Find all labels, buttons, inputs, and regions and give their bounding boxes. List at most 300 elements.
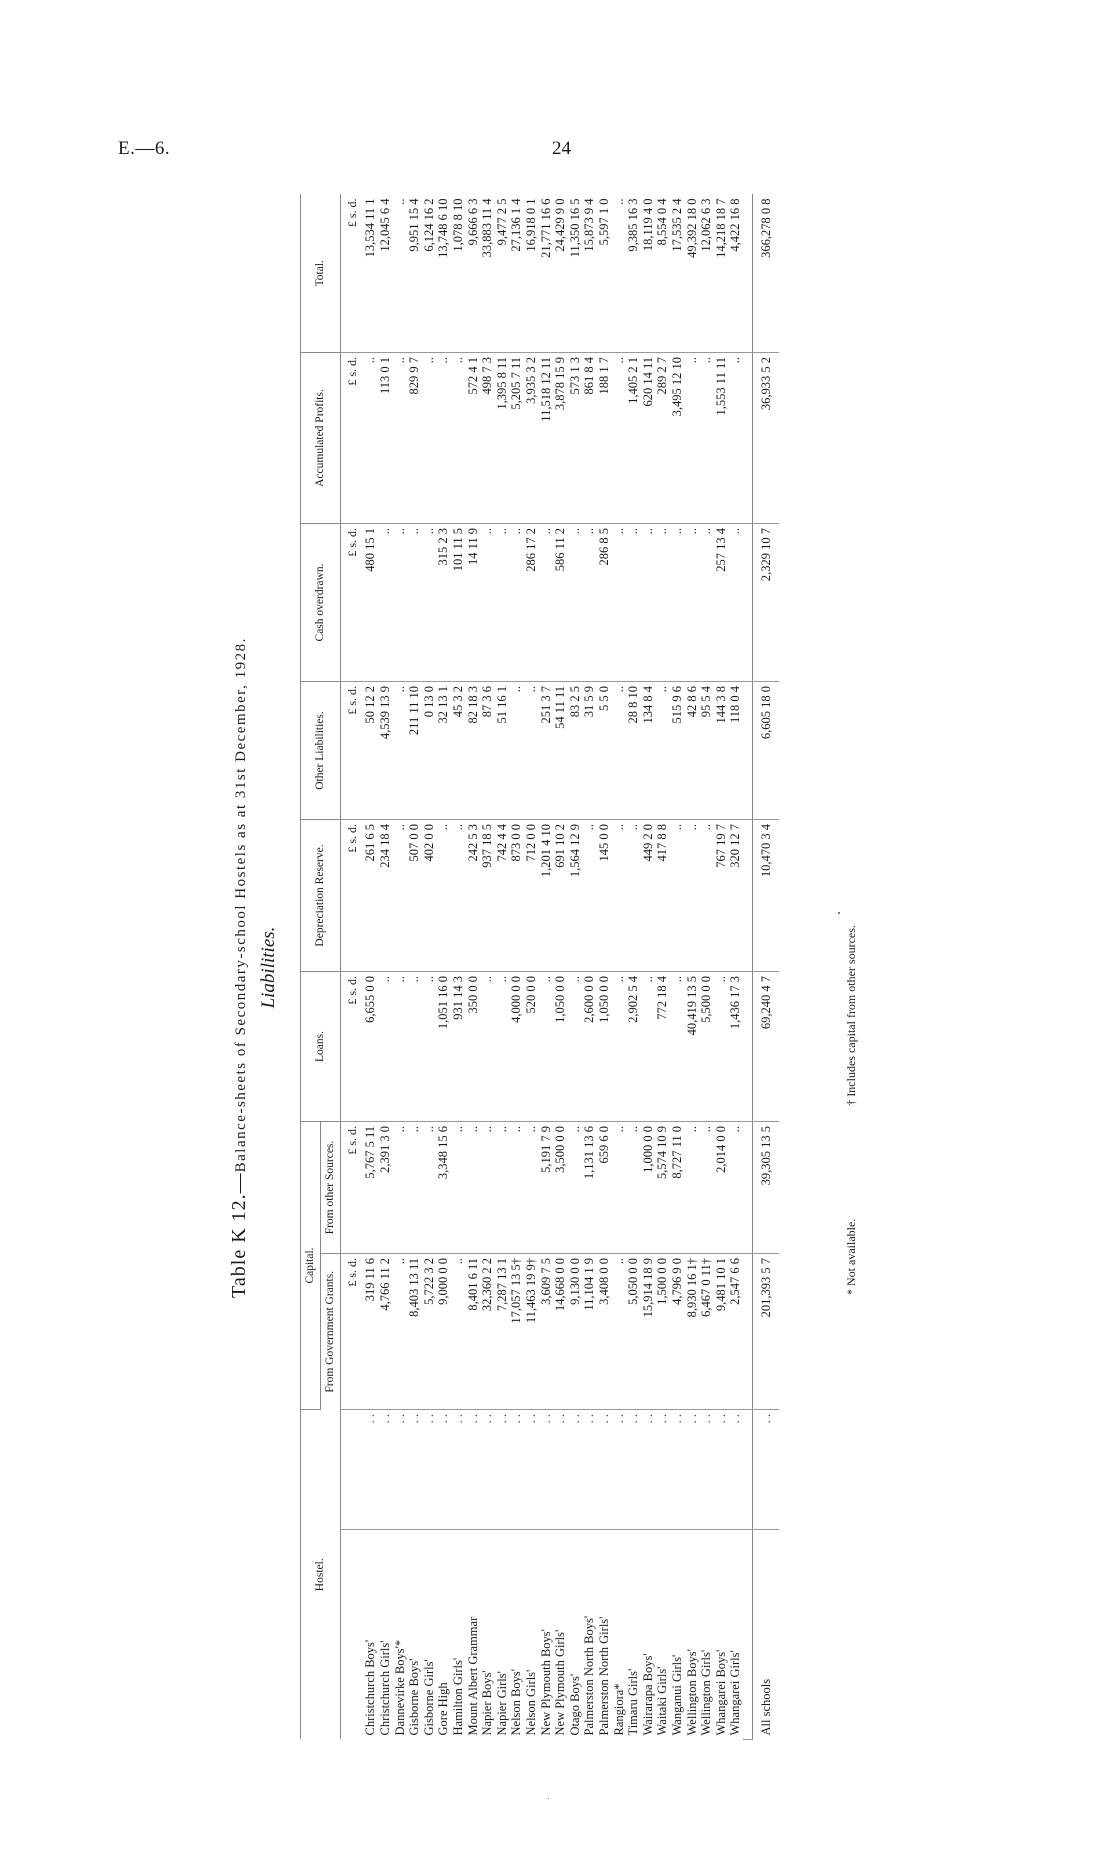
other-sources-cell: 659 6 0 [597,1122,612,1254]
unit-label: £ s. d. [341,1122,364,1254]
other-sources-cell: 5,574 10 9 [655,1122,670,1254]
govt-grants-cell: 11,104 1 9 [582,1254,597,1410]
loans-cell: .. [568,972,583,1122]
depreciation-cell: 1,564 12 9 [568,820,583,972]
total-cell: 18,119 4 0 [641,195,656,353]
footnotes [844,590,859,1350]
header-accumulated-profits: Accumulated Profits. [301,353,341,524]
govt-grants-cell: 5,722 3 2 [422,1254,437,1410]
accumulated-profits-cell: 11,518 12 11 [539,353,554,524]
other-liabilities-cell: .. [524,682,539,820]
other-sources-cell: .. [393,1122,408,1254]
table-row [641,195,656,1740]
other-sources-cell: .. [685,1122,700,1254]
unit-label: £ s. d. [341,195,364,353]
table-row [655,195,670,1740]
header-loans: Loans. [301,972,341,1122]
total-cell: 13,534 11 1 [363,195,378,353]
hostel-name: Dannevirke Boys'* [392,1639,407,1736]
leader-dots: . . [568,1410,583,1530]
hostel-rows [363,195,742,1740]
govt-grants-cell: 32,360 2 2 [480,1254,495,1410]
accumulated-profits-cell: 5,205 7 11 [509,353,524,524]
other-sources-cell: 8,727 11 0 [670,1122,685,1254]
other-sources-cell: 1,131 13 6 [582,1122,597,1254]
other-liabilities-cell: .. [655,682,670,820]
leader-dots: . . [495,1410,510,1530]
table-row [422,195,437,1740]
leader-dots: . . [670,1410,685,1530]
table-row [495,195,510,1740]
total-cell: 366,278 0 8 [752,195,779,353]
total-cell: .. [612,195,627,353]
header-capital: Capital. [301,1122,321,1410]
hostel-name: Otago Boys' [567,1673,582,1736]
govt-grants-cell: 2,547 6 6 [728,1254,743,1410]
hostel-name: Wairarapa Boys' [640,1653,655,1736]
loans-cell: 1,051 16 0 [436,972,451,1122]
other-liabilities-cell: 118 0 4 [728,682,743,820]
other-sources-cell: 3,348 15 6 [436,1122,451,1254]
total-cell: 11,350 16 5 [568,195,583,353]
balance-sheet-table [300,195,779,1741]
table-row [436,195,451,1740]
leader-dots: . . [466,1410,481,1530]
accumulated-profits-cell: 1,395 8 11 [495,353,510,524]
header-depreciation: Depreciation Reserve. [301,820,341,972]
total-cell: 12,062 6 3 [699,195,714,353]
govt-grants-cell: 3,408 0 0 [597,1254,612,1410]
table-title-prefix: Table K 12.— [228,1172,250,1298]
other-sources-cell: 2,014 0 0 [714,1122,729,1254]
other-sources-cell: 5,191 7 9 [539,1122,554,1254]
other-liabilities-cell: .. [509,682,524,820]
leader-dots: . . [612,1410,627,1530]
header-hostel: Hostel. [301,1410,341,1740]
other-liabilities-cell: 134 8 4 [641,682,656,820]
accumulated-profits-cell: 498 7 3 [480,353,495,524]
total-cell: 4,422 16 8 [728,195,743,353]
govt-grants-cell: 8,401 6 11 [466,1254,481,1410]
unit-label: £ s. d. [341,524,364,682]
loans-cell: 6,655 0 0 [363,972,378,1122]
hostel-name: Rangiora* [611,1683,626,1736]
total-cell: 9,666 6 3 [466,195,481,353]
other-sources-cell: 2,391 3 0 [378,1122,393,1254]
depreciation-cell: .. [685,820,700,972]
other-sources-cell: .. [612,1122,627,1254]
cash-overdrawn-cell: 2,329 10 7 [752,524,779,682]
loans-cell: .. [539,972,554,1122]
other-sources-cell: 1,000 0 0 [641,1122,656,1254]
govt-grants-cell: 17,057 13 5† [509,1254,524,1410]
leader-dots: . . [407,1410,422,1530]
cash-overdrawn-cell: 14 11 9 [466,524,481,682]
depreciation-cell: 402 0 0 [422,820,437,972]
other-liabilities-cell: 83 2 5 [568,682,583,820]
header-other-sources: From other Sources. [321,1122,341,1254]
depreciation-cell: .. [699,820,714,972]
other-sources-cell: .. [524,1122,539,1254]
other-liabilities-cell: 6,605 18 0 [752,682,779,820]
accumulated-profits-cell: .. [699,353,714,524]
govt-grants-cell: 7,287 13 1 [495,1254,510,1410]
loans-cell: 772 18 4 [655,972,670,1122]
leader-dots: . . [597,1410,612,1530]
unit-label: £ s. d. [341,972,364,1122]
hostel-name: Timaru Girls' [626,1668,641,1736]
govt-grants-cell: 14,668 0 0 [553,1254,568,1410]
depreciation-cell: .. [393,820,408,972]
total-cell: 16,918 0 1 [524,195,539,353]
cash-overdrawn-cell: .. [407,524,422,682]
spacer-row [743,195,753,1740]
leader-dots: . . [451,1410,466,1530]
other-liabilities-cell: 144 3 8 [714,682,729,820]
hostel-name: Napier Boys' [480,1670,495,1736]
cash-overdrawn-cell: .. [699,524,714,682]
leader-dots: . . [363,1410,378,1530]
accumulated-profits-cell: .. [612,353,627,524]
total-cell: 1,078 8 10 [451,195,466,353]
accumulated-profits-cell: .. [422,353,437,524]
other-sources-cell: .. [626,1122,641,1254]
leader-dots: . . [641,1410,656,1530]
total-cell: 21,771 16 6 [539,195,554,353]
other-liabilities-cell: 42 8 6 [685,682,700,820]
table-body [341,195,364,1740]
table-row [509,195,524,1740]
cash-overdrawn-cell: 101 11 5 [451,524,466,682]
loans-cell: 1,050 0 0 [553,972,568,1122]
other-sources-cell: .. [407,1122,422,1254]
other-sources-cell: .. [568,1122,583,1254]
depreciation-cell: 873 0 0 [509,820,524,972]
loans-cell: .. [422,972,437,1122]
hostel-name: Whangarei Boys' [713,1649,728,1736]
depreciation-cell: 1,201 4 10 [539,820,554,972]
hostel-name: Napier Girls' [494,1671,509,1736]
table-row [670,195,685,1740]
leader-dots: . . [422,1410,437,1530]
table-row [407,195,422,1740]
leader-dots: . . [655,1410,670,1530]
loans-cell: .. [378,972,393,1122]
govt-grants-cell: 4,766 11 2 [378,1254,393,1410]
depreciation-cell: .. [451,820,466,972]
cash-overdrawn-cell: .. [582,524,597,682]
other-sources-cell: .. [728,1122,743,1254]
cash-overdrawn-cell: 286 17 2 [524,524,539,682]
accumulated-profits-cell: .. [436,353,451,524]
other-liabilities-cell: 95 5 4 [699,682,714,820]
header-government-grants: From Government Grants. [321,1254,341,1410]
govt-grants-cell: 201,393 5 7 [752,1254,779,1410]
leader-dots: . . [524,1410,539,1530]
table-title [228,195,251,1740]
leader-dots: . . [699,1410,714,1530]
total-cell: 49,392 18 0 [685,195,700,353]
accumulated-profits-cell: .. [685,353,700,524]
leader-dots: . . [553,1410,568,1530]
loans-cell: 69,240 4 7 [752,972,779,1122]
other-liabilities-cell: 45 3 2 [451,682,466,820]
govt-grants-cell: 8,930 16 1† [685,1254,700,1410]
cash-overdrawn-cell: .. [480,524,495,682]
depreciation-cell: 417 8 8 [655,820,670,972]
hostel-name: Christchurch Boys' [363,1639,378,1736]
other-sources-cell: .. [480,1122,495,1254]
other-liabilities-cell: 51 16 1 [495,682,510,820]
leader-dots: . . [480,1410,495,1530]
hostel-name: Palmerston North Girls' [596,1616,611,1736]
total-cell: 15,873 9 4 [582,195,597,353]
hostel-name: Wellington Boys' [684,1649,699,1736]
hostel-name: Nelson Girls' [523,1669,538,1736]
other-sources-cell: .. [422,1122,437,1254]
other-liabilities-cell: 211 11 10 [407,682,422,820]
total-cell: .. [393,195,408,353]
other-liabilities-cell: 50 12 2 [363,682,378,820]
hostel-name: Waitaki Girls' [655,1666,670,1736]
other-liabilities-cell: 4,539 13 9 [378,682,393,820]
other-liabilities-cell: 0 13 0 [422,682,437,820]
loans-cell: .. [612,972,627,1122]
cash-overdrawn-cell: .. [509,524,524,682]
loans-cell: 40,419 13 5 [685,972,700,1122]
hostel-name: Wanganui Girls' [669,1654,684,1736]
table-row [480,195,495,1740]
other-liabilities-cell: .. [393,682,408,820]
other-liabilities-cell: 5 5 0 [597,682,612,820]
depreciation-cell: 10,470 3 4 [752,820,779,972]
table-row [699,195,714,1740]
depreciation-cell: .. [612,820,627,972]
table-row [539,195,554,1740]
page-reference: E.—6. [118,138,171,159]
total-cell: 17,535 2 4 [670,195,685,353]
accumulated-profits-cell: 861 8 4 [582,353,597,524]
leader-dots: . . [393,1410,408,1530]
accumulated-profits-cell: 188 1 7 [597,353,612,524]
units-row [341,195,364,1740]
table-row [553,195,568,1740]
leader-dots: . . [714,1410,729,1530]
loans-cell: .. [393,972,408,1122]
unit-label: £ s. d. [341,353,364,524]
govt-grants-cell: 8,403 13 11 [407,1254,422,1410]
total-cell: 33,883 11 4 [480,195,495,353]
table-row [378,195,393,1740]
depreciation-cell: .. [670,820,685,972]
hostel-name: Wellington Girls' [699,1649,714,1736]
cash-overdrawn-cell: 586 11 2 [553,524,568,682]
leader-dots: . . [685,1410,700,1530]
accumulated-profits-cell: 3,935 3 2 [524,353,539,524]
total-cell: 27,136 1 4 [509,195,524,353]
table-row [626,195,641,1740]
other-liabilities-cell: 32 13 1 [436,682,451,820]
table-row [363,195,378,1740]
table-row [728,195,743,1740]
govt-grants-cell: 9,130 0 0 [568,1254,583,1410]
loans-cell: 5,500 0 0 [699,972,714,1122]
govt-grants-cell: 11,463 19 9† [524,1254,539,1410]
depreciation-cell: 691 10 2 [553,820,568,972]
page-number: 24 [552,138,571,159]
leader-dots: . . [728,1410,743,1530]
govt-grants-cell: 9,000 0 0 [436,1254,451,1410]
loans-cell: .. [714,972,729,1122]
hostel-name: Whangarei Girls' [728,1650,743,1736]
accumulated-profits-cell: 829 9 7 [407,353,422,524]
total-cell: 12,045 6 4 [378,195,393,353]
total-cell: 9,477 2 5 [495,195,510,353]
totals-row [752,195,779,1740]
total-cell: 24,429 9 0 [553,195,568,353]
depreciation-cell: .. [582,820,597,972]
cash-overdrawn-cell: .. [641,524,656,682]
table-row [685,195,700,1740]
govt-grants-cell: 4,796 9 0 [670,1254,685,1410]
hostel-name: Nelson Boys' [509,1669,524,1736]
cash-overdrawn-cell: .. [728,524,743,682]
print-speck [548,1798,549,1799]
total-cell: 5,597 1 0 [597,195,612,353]
accumulated-profits-cell: 572 4 1 [466,353,481,524]
accumulated-profits-cell: .. [363,353,378,524]
loans-cell: .. [495,972,510,1122]
accumulated-profits-cell: 1,553 11 11 [714,353,729,524]
accumulated-profits-cell: .. [451,353,466,524]
other-sources-cell: .. [495,1122,510,1254]
total-cell: 14,218 18 7 [714,195,729,353]
leader-dots: . . [626,1410,641,1530]
hostel-name: Hamilton Girls' [451,1657,465,1736]
other-liabilities-cell: 54 11 11 [553,682,568,820]
other-sources-cell: .. [466,1122,481,1254]
hostel-name: Mount Albert Grammar [465,1616,480,1736]
other-liabilities-cell: .. [612,682,627,820]
hostel-name: All schools [752,1530,779,1740]
other-sources-cell: .. [509,1122,524,1254]
leader-dots: . . [539,1410,554,1530]
accumulated-profits-cell: .. [728,353,743,524]
depreciation-cell: 234 18 4 [378,820,393,972]
unit-label: £ s. d. [341,1254,364,1410]
footnote-includes-capital: † Includes capital from other sources. [844,925,858,1106]
cash-overdrawn-cell: .. [612,524,627,682]
govt-grants-cell: 1,500 0 0 [655,1254,670,1410]
govt-grants-cell: .. [612,1254,627,1410]
loans-cell: 350 0 0 [466,972,481,1122]
footnote-not-available: * Not available. [844,1218,858,1295]
loans-cell: 1,436 17 3 [728,972,743,1122]
leader-dots: . . [752,1410,779,1530]
depreciation-cell: 742 4 4 [495,820,510,972]
hostel-name: Gisborne Boys' [407,1658,422,1736]
leader-dots: . . [378,1410,393,1530]
table-row [568,195,583,1740]
depreciation-cell: .. [436,820,451,972]
depreciation-cell: 261 6 5 [363,820,378,972]
totals-section [743,195,779,1740]
table-row [582,195,597,1740]
table-title-main: Balance-sheets of Secondary-school Hostels as at 31st December, 1928. [233,637,249,1173]
leader-dots: . . [509,1410,524,1530]
header-cash-overdrawn: Cash overdrawn. [301,524,341,682]
table-row [597,195,612,1740]
rotated-table-region [228,195,893,1740]
accumulated-profits-cell: 620 14 11 [641,353,656,524]
loans-cell: .. [407,972,422,1122]
table-row [451,195,466,1740]
unit-label: £ s. d. [341,682,364,820]
depreciation-cell: 507 0 0 [407,820,422,972]
cash-overdrawn-cell: 315 2 3 [436,524,451,682]
other-sources-cell: .. [699,1122,714,1254]
accumulated-profits-cell: 289 2 7 [655,353,670,524]
accumulated-profits-cell: 573 1 3 [568,353,583,524]
other-sources-cell: .. [451,1122,466,1254]
depreciation-cell: 767 19 7 [714,820,729,972]
hostel-name: Palmerston North Boys' [582,1615,597,1736]
accumulated-profits-cell: .. [393,353,408,524]
cash-overdrawn-cell: .. [670,524,685,682]
table-row [612,195,627,1740]
loans-cell: 520 0 0 [524,972,539,1122]
hostel-name: Gisborne Girls' [421,1659,436,1736]
table-row [393,195,408,1740]
depreciation-cell: 937 18 5 [480,820,495,972]
table-subtitle: Liabilities. [258,926,279,1009]
other-sources-cell: 5,767 5 11 [363,1122,378,1254]
depreciation-cell: .. [626,820,641,972]
cash-overdrawn-cell: .. [495,524,510,682]
accumulated-profits-cell: 113 0 1 [378,353,393,524]
govt-grants-cell: 15,914 18 9 [641,1254,656,1410]
loans-cell: .. [641,972,656,1122]
other-liabilities-cell: 82 18 3 [466,682,481,820]
cash-overdrawn-cell: .. [568,524,583,682]
depreciation-cell: 145 0 0 [597,820,612,972]
loans-cell: 4,000 0 0 [509,972,524,1122]
other-liabilities-cell: 28 8 10 [626,682,641,820]
table-row [714,195,729,1740]
govt-grants-cell: 319 11 6 [363,1254,378,1410]
loans-cell: 2,600 0 0 [582,972,597,1122]
cash-overdrawn-cell: .. [685,524,700,682]
cash-overdrawn-cell: .. [378,524,393,682]
accumulated-profits-cell: 1,405 2 1 [626,353,641,524]
depreciation-cell: 449 2 0 [641,820,656,972]
other-liabilities-cell: 31 5 9 [582,682,597,820]
loans-cell: .. [670,972,685,1122]
total-cell: 13,748 6 10 [436,195,451,353]
depreciation-cell: 242 5 3 [466,820,481,972]
unit-label: £ s. d. [341,820,364,972]
loans-cell: 1,050 0 0 [597,972,612,1122]
accumulated-profits-cell: 3,495 12 10 [670,353,685,524]
header-other-liabilities: Other Liabilities. [301,682,341,820]
header-total: Total. [301,195,341,353]
depreciation-cell: 320 12 7 [728,820,743,972]
other-sources-cell: 3,500 0 0 [553,1122,568,1254]
total-cell: 9,951 15 4 [407,195,422,353]
cash-overdrawn-cell: 257 13 4 [714,524,729,682]
govt-grants-cell: 5,050 0 0 [626,1254,641,1410]
cash-overdrawn-cell: .. [422,524,437,682]
